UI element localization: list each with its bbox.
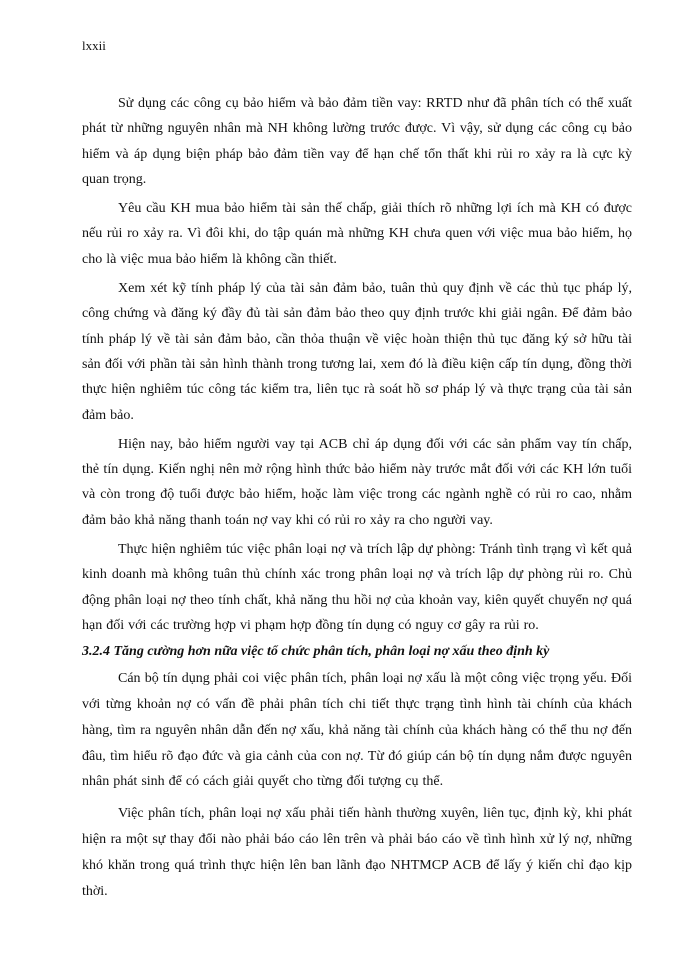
paragraph-legal-review: Xem xét kỹ tính pháp lý của tài sản đảm bảo, tuân thủ quy định về các thủ tục pháp lý, công chứng và đăng ký đầy đủ tài sản đảm bảo theo quy định trước khi giải ngân. Để đảm bảo tính pháp lý về tài sản đảm bảo, cần thỏa thuận về việc hoàn thiện thủ tục đăng ký sở hữu tài sản đối với phần tài sản hình thành trong tương lai, xem đó là điều kiện cấp tín dụng, đồng thời thực hiện nghiêm túc công tác kiểm tra, liên tục rà soát hồ sơ pháp lý và thực trạng của tài sản đảm bảo. — [82, 281, 632, 423]
paragraph-periodic-reporting: Việc phân tích, phân loại nợ xấu phải tiến hành thường xuyên, liên tục, định kỳ, khi phát hiện ra một sự thay đổi nào phải báo cáo lên trên và phải báo cáo về tình hình xử lý nợ, những khó khăn trong quá trình thực hiện lên ban lãnh đạo NHTMCP ACB để lấy ý kiến chỉ đạo kịp thời. — [82, 806, 632, 899]
paragraph-bad-debt-analysis: Cán bộ tín dụng phải coi việc phân tích, phân loại nợ xấu là một công việc trọng yếu. Đối với từng khoản nợ có vấn đề phải phân tích chi tiết thực trạng tình hình tài chính của khách hàng, tìm ra nguyên nhân dẫn đến nợ xấu, khả năng tài chính của khách hàng có thể thu nợ đến đâu, tìm hiểu rõ đạo đức và gia cảnh của con nợ. Từ đó giúp cán bộ tín dụng nắm được nguyên nhân phát sinh để có cách giải quyết cho từng đối tượng cụ thể. — [82, 671, 632, 790]
paragraph-borrower-insurance: Hiện nay, bảo hiểm người vay tại ACB chỉ áp dụng đối với các sản phẩm vay tín chấp, thẻ tín dụng. Kiến nghị nên mở rộng hình thức bảo hiểm này trước mắt đối với các KH lớn tuổi và còn trong độ tuổi được bảo hiểm, hoặc làm việc trong các ngành nghề có rủi ro cao, nhằm đảm bảo khả năng thanh toán nợ vay khi có rủi ro xảy ra cho người vay. — [82, 436, 632, 528]
section-heading: 3.2.4 Tăng cường hơn nữa việc tổ chức phân tích, phân loại nợ xấu theo định kỳ — [82, 644, 550, 660]
paragraph-debt-classification: Thực hiện nghiêm túc việc phân loại nợ và trích lập dự phòng: Tránh tình trạng vì kết quả kinh doanh mà không tuân thủ chính xác trong phân loại nợ và trích lập dự phòng rủi ro. Chủ động phân loại nợ theo tính chất, khả năng thu hồi nợ của khoản vay, kiên quyết chuyển nợ quá hạn đối với các trường hợp vi phạm hợp đồng tín dụng có nguy cơ gây ra rủi ro. — [82, 542, 632, 633]
page-number: lxxii — [82, 38, 106, 53]
page-body — [82, 91, 632, 910]
paragraph-insurance-tools: Sử dụng các công cụ bảo hiểm và bảo đảm tiền vay: RRTD như đã phân tích có thể xuất phát từ những nguyên nhân mà NH không lường trước được. Vì vậy, sử dụng các công cụ bảo hiểm và áp dụng biện pháp bảo đảm tiền vay để hạn chế tổn thất khi rủi ro xảy ra là cực kỳ quan trọng. — [82, 96, 632, 187]
paragraph-collateral-insurance: Yêu cầu KH mua bảo hiểm tài sản thế chấp, giải thích rõ những lợi ích mà KH có được nếu rủi ro xảy ra. Vì đôi khi, do tập quán mà những KH chưa quen với việc mua bảo hiểm, họ cho là việc mua bảo hiểm là không cần thiết. — [82, 201, 632, 267]
